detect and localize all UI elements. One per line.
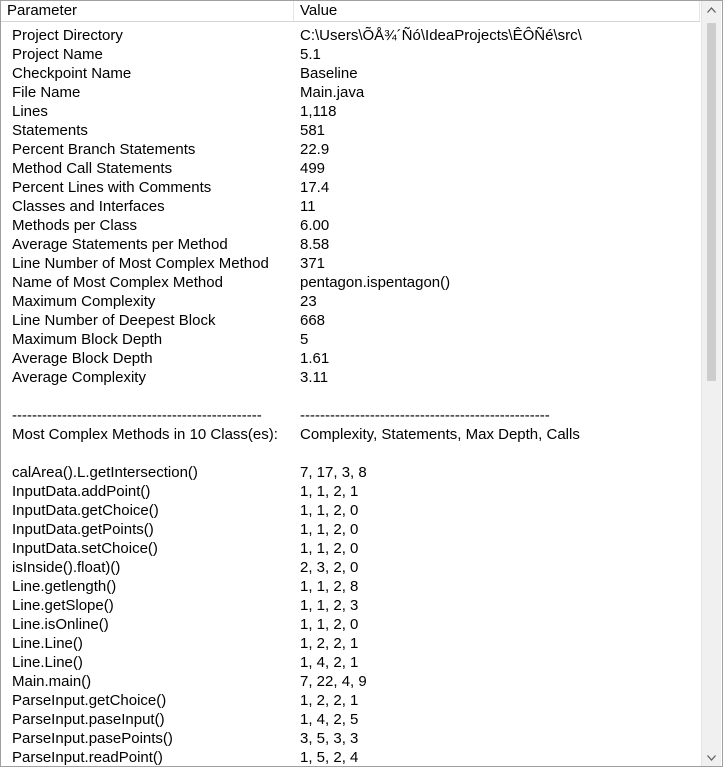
table-row[interactable] xyxy=(1,235,700,254)
value-cell: 1,118 xyxy=(300,103,337,120)
value-cell: 5 xyxy=(300,331,309,348)
value-cell: Complexity, Statements, Max Depth, Calls xyxy=(300,426,580,443)
value-cell: 8.58 xyxy=(300,236,330,253)
parameter-cell: Name of Most Complex Method xyxy=(12,274,223,291)
value-cell: 668 xyxy=(300,312,326,329)
value-cell: 1, 1, 2, 0 xyxy=(300,616,359,633)
scroll-down-button[interactable] xyxy=(702,749,721,766)
parameter-cell xyxy=(12,444,294,463)
table-row[interactable] xyxy=(1,330,700,349)
parameter-cell: Average Block Depth xyxy=(12,350,153,367)
table-row[interactable] xyxy=(1,273,700,292)
table-row[interactable] xyxy=(1,577,700,596)
table-row[interactable] xyxy=(1,615,700,634)
parameter-cell: Main.main() xyxy=(12,673,92,690)
table-row[interactable] xyxy=(1,406,700,425)
table-row[interactable] xyxy=(1,349,700,368)
value-cell: 11 xyxy=(300,198,316,215)
parameter-cell: Percent Branch Statements xyxy=(12,141,196,158)
parameter-cell: File Name xyxy=(12,84,81,101)
parameter-cell: ParseInput.paseInput() xyxy=(12,711,165,728)
value-cell xyxy=(300,444,695,463)
parameter-cell: Line Number of Most Complex Method xyxy=(12,255,269,272)
table-row[interactable] xyxy=(1,387,700,406)
table-row[interactable] xyxy=(1,482,700,501)
value-cell: 1, 4, 2, 1 xyxy=(300,654,359,671)
value-cell: -------------------------------------------------- xyxy=(300,407,550,424)
parameter-cell: Percent Lines with Comments xyxy=(12,179,212,196)
table-row[interactable] xyxy=(1,710,700,729)
scroll-thumb[interactable] xyxy=(707,23,716,381)
table-row[interactable] xyxy=(1,691,700,710)
value-cell: 1, 1, 2, 1 xyxy=(300,483,359,500)
parameter-cell xyxy=(12,387,294,406)
parameter-cell: Methods per Class xyxy=(12,217,138,234)
table-row[interactable] xyxy=(1,178,700,197)
parameter-cell: calArea().L.getIntersection() xyxy=(12,464,198,481)
table-row[interactable] xyxy=(1,463,700,482)
parameter-cell: Line.isOnline() xyxy=(12,616,109,633)
table-row[interactable] xyxy=(1,102,700,121)
parameter-cell: ParseInput.pasePoints() xyxy=(12,730,173,747)
table-row[interactable] xyxy=(1,64,700,83)
parameter-cell: InputData.addPoint() xyxy=(12,483,151,500)
table-row[interactable] xyxy=(1,520,700,539)
value-cell: 6.00 xyxy=(300,217,330,234)
value-cell: 17.4 xyxy=(300,179,330,196)
value-cell: 371 xyxy=(300,255,326,272)
parameter-cell: ParseInput.getChoice() xyxy=(12,692,167,709)
parameter-cell: Line.getSlope() xyxy=(12,597,114,614)
value-cell: 22.9 xyxy=(300,141,330,158)
list-header xyxy=(1,1,700,22)
table-row[interactable] xyxy=(1,425,700,444)
table-row[interactable] xyxy=(1,501,700,520)
value-cell: Baseline xyxy=(300,65,358,82)
parameter-cell: Project Directory xyxy=(12,27,123,44)
table-row[interactable] xyxy=(1,653,700,672)
table-row[interactable] xyxy=(1,83,700,102)
table-row[interactable] xyxy=(1,444,700,463)
parameter-cell: Line.Line() xyxy=(12,654,83,671)
parameter-cell: Line Number of Deepest Block xyxy=(12,312,216,329)
parameter-cell: -------------------------------------------------- xyxy=(12,407,262,424)
scroll-up-button[interactable] xyxy=(702,1,721,18)
table-row[interactable] xyxy=(1,672,700,691)
parameter-cell: ParseInput.readPoint() xyxy=(12,749,163,766)
parameter-cell: isInside().float)() xyxy=(12,559,121,576)
value-cell: 1, 1, 2, 0 xyxy=(300,521,359,538)
list-rows xyxy=(1,26,700,767)
parameter-cell: InputData.getPoints() xyxy=(12,521,154,538)
value-cell: 499 xyxy=(300,160,326,177)
value-cell: 1, 1, 2, 8 xyxy=(300,578,359,595)
table-row[interactable] xyxy=(1,26,700,45)
parameter-cell: Statements xyxy=(12,122,88,139)
value-cell: 1, 1, 2, 0 xyxy=(300,540,359,557)
table-row[interactable] xyxy=(1,140,700,159)
parameter-cell: Lines xyxy=(12,103,48,120)
value-cell: pentagon.ispentagon() xyxy=(300,274,451,291)
value-cell xyxy=(300,387,695,406)
table-row[interactable] xyxy=(1,729,700,748)
value-cell: 1, 4, 2, 5 xyxy=(300,711,359,728)
table-row[interactable] xyxy=(1,254,700,273)
arrow-down-icon xyxy=(707,755,716,761)
column-header-value[interactable]: Value xyxy=(294,1,700,21)
value-cell: 7, 22, 4, 9 xyxy=(300,673,367,690)
parameter-cell: InputData.setChoice() xyxy=(12,540,158,557)
value-cell: 2, 3, 2, 0 xyxy=(300,559,359,576)
value-cell: 1, 2, 2, 1 xyxy=(300,692,359,709)
parameter-cell: Maximum Block Depth xyxy=(12,331,163,348)
arrow-up-icon xyxy=(707,7,716,13)
table-row[interactable] xyxy=(1,368,700,387)
table-row[interactable] xyxy=(1,539,700,558)
value-cell: 581 xyxy=(300,122,326,139)
value-cell: 7, 17, 3, 8 xyxy=(300,464,367,481)
table-row[interactable] xyxy=(1,634,700,653)
table-row[interactable] xyxy=(1,159,700,178)
value-cell: 1.61 xyxy=(300,350,330,367)
parameter-cell: Line.getlength() xyxy=(12,578,117,595)
value-cell: C:\Users\ÕÅ¾´Ñó\IdeaProjects\ÊÔÑé\src\ xyxy=(300,27,582,44)
table-row[interactable] xyxy=(1,216,700,235)
value-cell: 3.11 xyxy=(300,369,329,386)
table-row[interactable] xyxy=(1,596,700,615)
parameter-cell: Line.Line() xyxy=(12,635,83,652)
table-row[interactable] xyxy=(1,197,700,216)
parameter-cell: Average Statements per Method xyxy=(12,236,228,253)
parameter-cell: Project Name xyxy=(12,46,103,63)
parameter-cell: Classes and Interfaces xyxy=(12,198,165,215)
value-cell: 5.1 xyxy=(300,46,321,63)
value-cell: 23 xyxy=(300,293,317,310)
table-row[interactable] xyxy=(1,311,700,330)
value-cell: 1, 5, 2, 4 xyxy=(300,749,359,766)
column-header-parameter[interactable]: Parameter xyxy=(1,1,294,21)
parameter-cell: Method Call Statements xyxy=(12,160,173,177)
parameter-cell: InputData.getChoice() xyxy=(12,502,159,519)
value-cell: 1, 1, 2, 0 xyxy=(300,502,359,519)
value-cell: 1, 2, 2, 1 xyxy=(300,635,359,652)
table-row[interactable] xyxy=(1,292,700,311)
table-row[interactable] xyxy=(1,45,700,64)
value-cell: 3, 5, 3, 3 xyxy=(300,730,359,747)
table-row[interactable] xyxy=(1,748,700,767)
table-row[interactable] xyxy=(1,558,700,577)
value-cell: 1, 1, 2, 3 xyxy=(300,597,359,614)
table-row[interactable] xyxy=(1,121,700,140)
parameter-cell: Maximum Complexity xyxy=(12,293,156,310)
parameter-cell: Checkpoint Name xyxy=(12,65,132,82)
value-cell: Main.java xyxy=(300,84,365,101)
parameter-cell: Most Complex Methods in 10 Class(es): xyxy=(12,426,278,443)
parameter-cell: Average Complexity xyxy=(12,369,146,386)
vertical-scrollbar[interactable] xyxy=(701,1,721,766)
